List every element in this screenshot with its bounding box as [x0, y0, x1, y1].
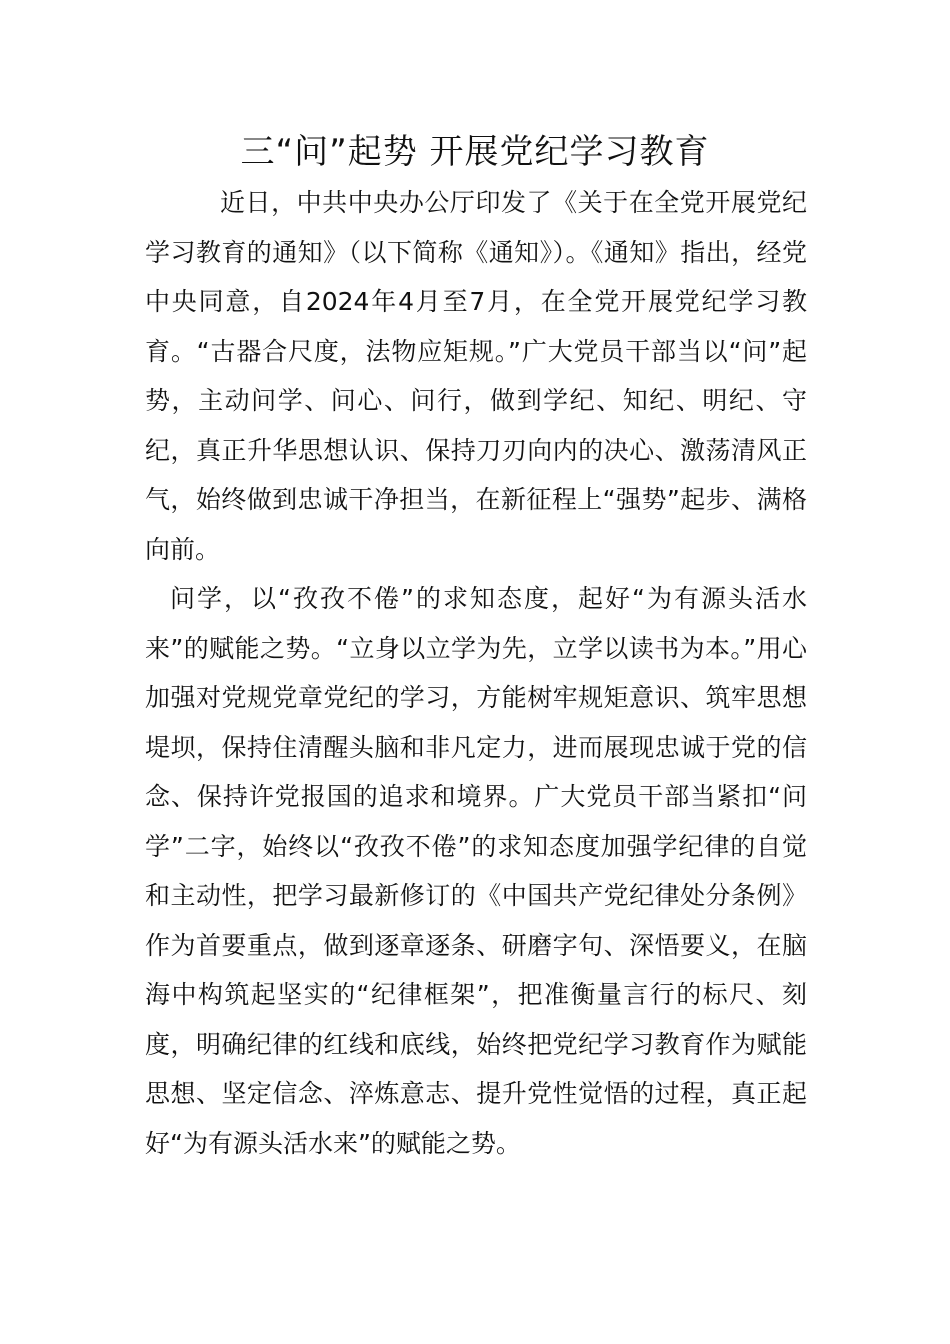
document-title: 三“问”起势 开展党纪学习教育: [240, 132, 710, 172]
body-paragraph-1: 近日，中共中央办公厅印发了《关于在全党开展党纪学习教育的通知》（以下简称《通知》）。《通知》指出，经党中央同意，自2024年4月至7月，在全党开展党纪学习教育。“古器合尺度，法物应矩规。”广大党员干部当以“问”起势，主动问学、问心、问行，做到学纪、知纪、明纪、守纪，真正升华思想认识、保持刀刃向内的决心、激荡清风正气，始终做到忠诚干净担当，在新征程上“强势”起步、满格向前。: [145, 188, 807, 564]
body-paragraph-2: 问学，以“孜孜不倦”的求知态度，起好“为有源头活水来”的赋能之势。“立身以立学为先，立学以读书为本。”用心加强对党规党章党纪的学习，方能树牢规矩意识、筑牢思想堤坝，保持住清醒头脑和非凡定力，进而展现忠诚于党的信念、保持许党报国的追求和境界。广大党员干部当紧扣“问学”二字，始终以“孜孜不倦”的求知态度加强学纪律的自觉和主动性，把学习最新修订的《中国共产党纪律处分条例》作为首要重点，做到逐章逐条、研磨字句、深悟要义，在脑海中构筑起坚实的“纪律框架”，把准衡量言行的标尺、刻度，明确纪律的红线和底线，始终把党纪学习教育作为赋能思想、坚定信念、淬炼意志、提升党性觉悟的过程，真正起好“为有源头活水来”的赋能之势。: [145, 584, 807, 1158]
